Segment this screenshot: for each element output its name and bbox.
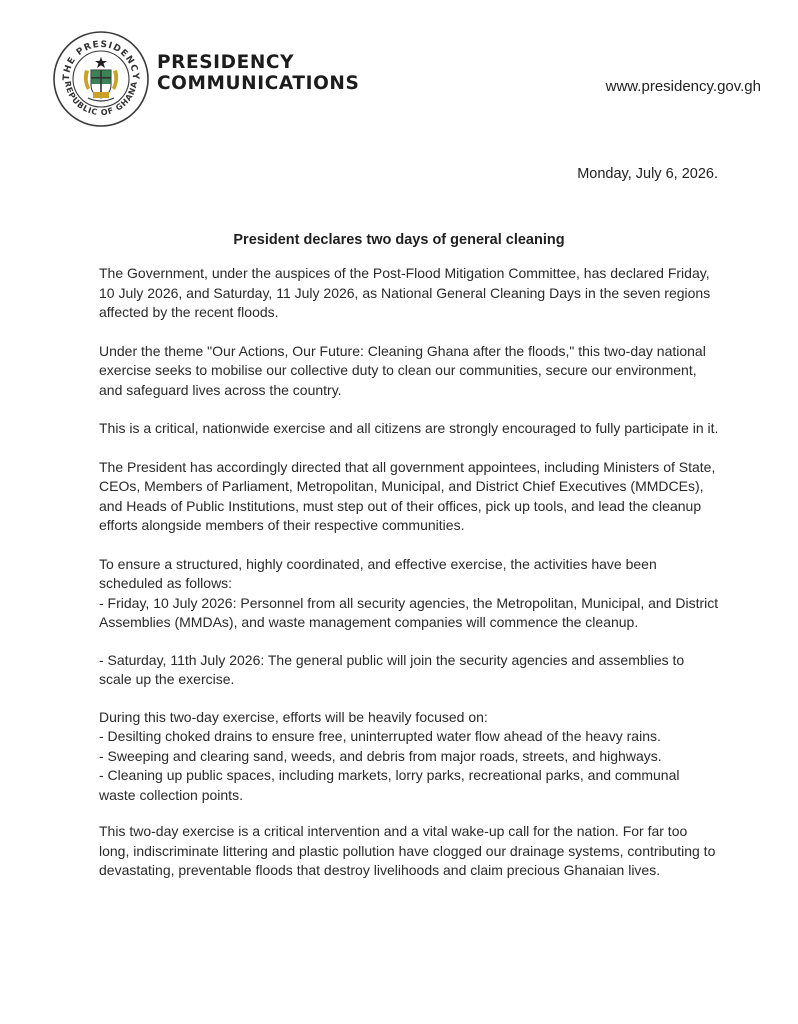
paragraph-theme: Under the theme "Our Actions, Our Future: Cleaning Ghana after the floods," this two-day national exercise seeks to mobilise our collective duty to clean our communities, secure our environment, and safeguard lives across the country. bbox=[99, 342, 706, 398]
paragraph-directive: The President has accordingly directed that all government appointees, including Ministers of State, CEOs, Members of Parliament, Metropolitan, Municipal, and District Chief Executives (MMDCEs), and Heads of Public Institutions, must step out of their offices, pick up tools, and lead the cleanup efforts alongside members of their respective communities. bbox=[99, 458, 716, 533]
schedule-item-friday: - Friday, 10 July 2026: Personnel from all security agencies, the Metropolitan, Municipal, and District Assemblies (MMDAs), and waste management companies will commence the cleanup. bbox=[99, 594, 719, 630]
focus-item-public-spaces: - Cleaning up public spaces, including markets, lorry parks, recreational parks, and communal waste collection points. bbox=[99, 767, 680, 803]
svg-text:REPUBLIC OF GHANA: REPUBLIC OF GHANA bbox=[62, 80, 140, 118]
focus-item-drains: - Desilting choked drains to ensure free, uninterrupted water flow ahead of the heavy rains. bbox=[99, 728, 661, 744]
schedule-item-saturday: - Saturday, 11th July 2026: The general public will join the security agencies and assemblies to scale up the exercise. bbox=[99, 651, 685, 687]
release-date: Monday, July 6, 2026. bbox=[577, 166, 718, 182]
org-name-line2: COMMUNICATIONS bbox=[157, 73, 360, 94]
website-link[interactable]: www.presidency.gov.gh bbox=[605, 78, 761, 95]
paragraph-focus-intro: During this two-day exercise, efforts will be heavily focused on: bbox=[99, 708, 488, 725]
focus-item-roads: - Sweeping and clearing sand, weeds, and debris from major roads, streets, and highways. bbox=[99, 747, 662, 764]
org-name-line1: PRESIDENCY bbox=[157, 52, 295, 73]
organization-name bbox=[157, 52, 359, 94]
document-body bbox=[99, 264, 719, 881]
document-title: President declares two days of general cleaning bbox=[233, 232, 565, 248]
paragraph-schedule-intro: To ensure a structured, highly coordinated, and effective exercise, the activities have been scheduled as follows: bbox=[99, 555, 657, 591]
svg-text:THE PRESIDENCY: THE PRESIDENCY bbox=[61, 39, 141, 81]
presidency-seal-logo bbox=[52, 30, 150, 128]
paragraph-participation: This is a critical, nationwide exercise and all citizens are strongly encouraged to fully participate in it. bbox=[99, 420, 719, 436]
paragraph-announcement: The Government, under the auspices of the Post-Flood Mitigation Committee, has declared Friday, 10 July 2026, and Saturday, 11 July 2026, as National General Cleaning Days in the seven regions affected by the recent floods. bbox=[99, 265, 711, 320]
paragraph-conclusion: This two-day exercise is a critical intervention and a vital wake-up call for the nation. For far too long, indiscriminate littering and plastic pollution have clogged our drainage systems, contributing to devastating, preventable floods that destroy livelihoods and claim precious Ghanaian lives. bbox=[99, 823, 716, 878]
